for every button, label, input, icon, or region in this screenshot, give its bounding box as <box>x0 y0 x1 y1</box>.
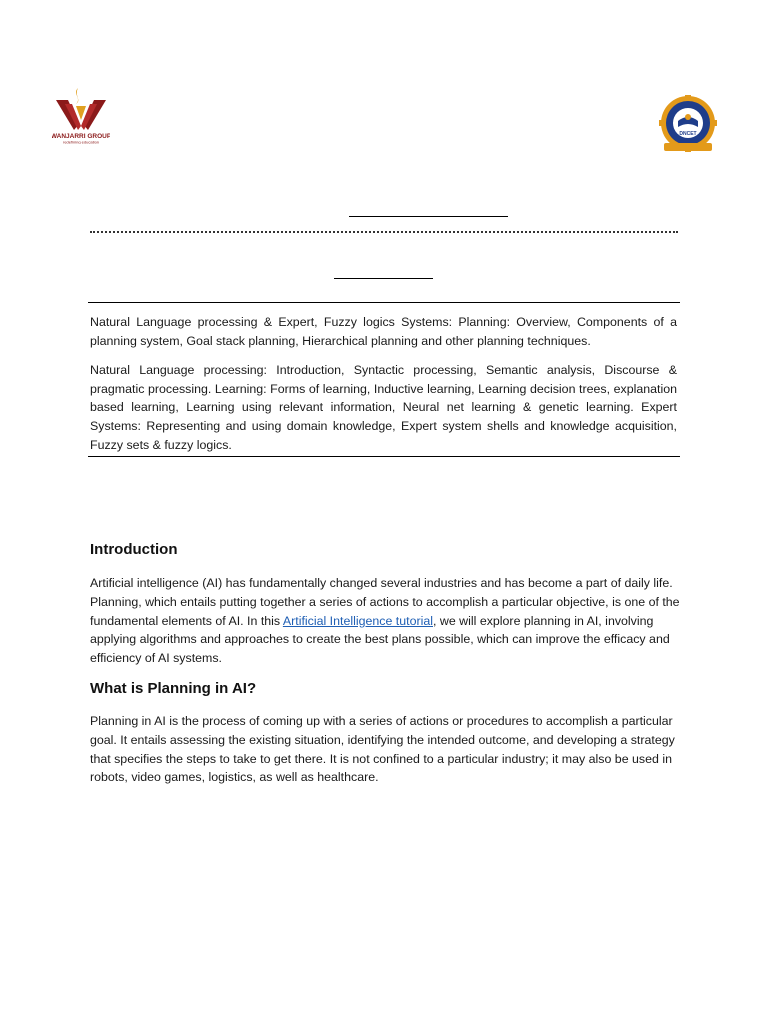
seal-text: DNCET <box>679 131 697 137</box>
subtitle-blank-line <box>334 278 433 279</box>
syllabus-bottom-rule <box>88 456 680 457</box>
title-blank-line <box>349 216 508 217</box>
introduction-paragraph <box>90 574 680 668</box>
syllabus-paragraph-2: Natural Language processing: Introduction, Syntactic processing, Semantic analysis, Discourse & pragmatic processing. Learning: Forms of learning, Inductive learning, Learning decision trees, explanation based learning, Learning using relevant information, Neural net learning & genetic learning. Expert Systems: Representing and using domain knowledge, Expert system shells and knowledge acquisition, Fuzzy sets & fuzzy logics. <box>90 363 677 452</box>
logo-text: WANJARRI GROUP <box>52 133 110 140</box>
planning-heading: What is Planning in AI? <box>90 680 257 697</box>
introduction-heading: Introduction <box>90 541 178 558</box>
dotted-separator <box>90 231 678 233</box>
introduction-text-end: , we will explore planning in AI, involving applying algorithms and approaches to create the best plans possible, which can improve the efficacy and efficiency of AI systems. <box>90 613 670 666</box>
ai-tutorial-link[interactable]: Artificial Intelligence tutorial <box>282 613 433 628</box>
planning-paragraph: Planning in AI is the process of coming up with a series of actions or procedures to accomplish a particular goal. It entails assessing the existing situation, identifying the intended outcome, and developing a strategy that specifies the steps to take to get there. It is not confined to a particular industry; it may also be used in robots, video games, logistics, as well as healthcare. <box>90 714 675 785</box>
syllabus-paragraph-1: Natural Language processing & Expert, Fuzzy logics Systems: Planning: Overview, Components of a planning system, Goal stack planning, Hierarchical planning and other planning techniques. <box>90 315 677 348</box>
wanjarri-group-logo-icon <box>52 86 110 144</box>
syllabus-top-rule <box>88 302 680 303</box>
logo-tagline: redefining education <box>62 139 100 144</box>
introduction-text-start: Artificial intelligence (AI) has fundamentally changed several industries and has become a part of daily life. Planning, which entails putting together a series of actions to accomplish a particular objective, is one of the fundamental elements of AI. In this <box>90 576 680 628</box>
college-seal-icon <box>656 95 720 155</box>
